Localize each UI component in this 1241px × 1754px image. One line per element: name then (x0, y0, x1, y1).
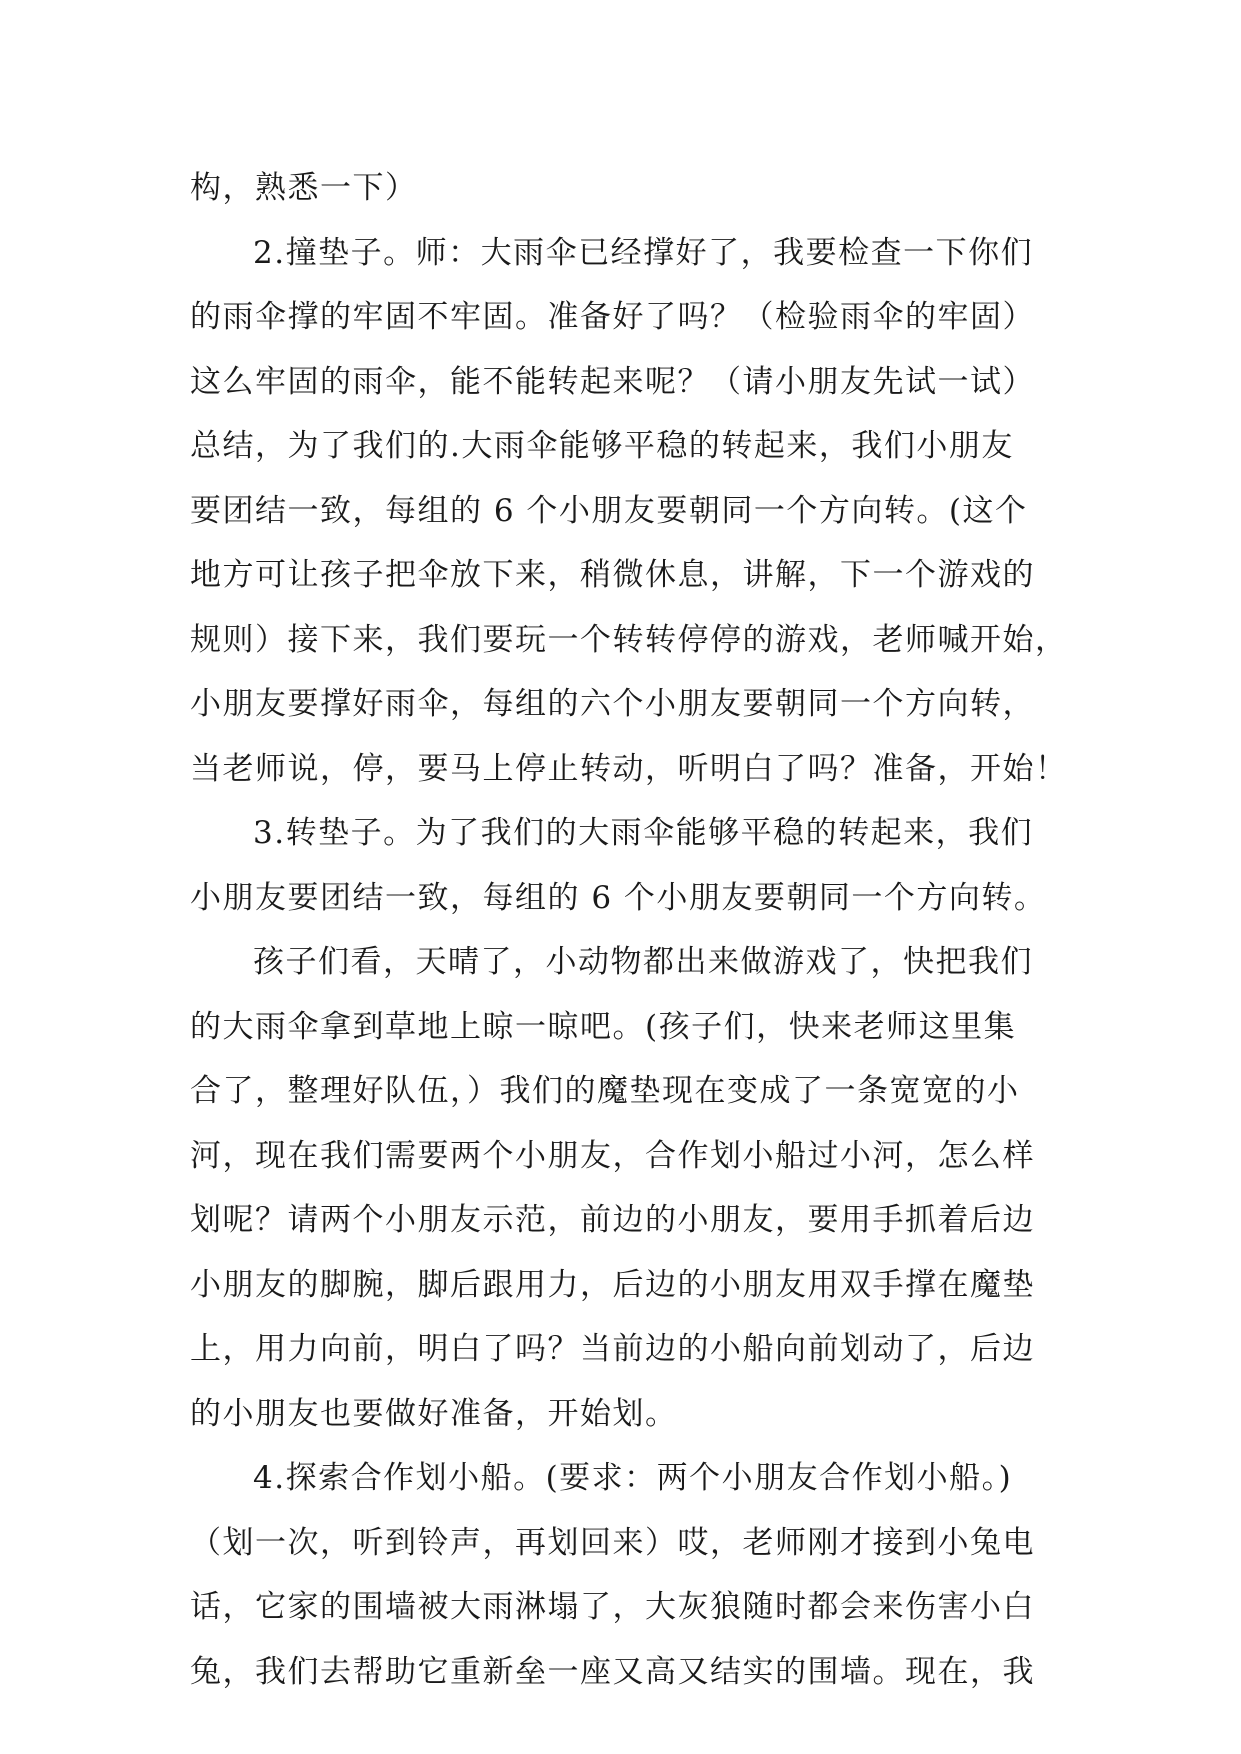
text-line-1: 构，熟悉一下） (190, 170, 418, 206)
text-line-12: 小朋友要团结一致，每组的 6 个小朋友要朝同一个方向转。 (190, 879, 1047, 916)
text-line-22: （划一次，听到铃声，再划回来）哎，老师刚才接到小兔电 (190, 1524, 1035, 1561)
text-line-16: 河，现在我们需要两个小朋友，合作划小船过小河，怎么样 (190, 1137, 1035, 1174)
text-line-10: 当老师说，停，要马上停止转动，听明白了吗？准备，开始！ (190, 750, 1068, 787)
text-line-6: 要团结一致，每组的 6 个小朋友要朝同一个方向转。(这个 (190, 492, 1028, 529)
text-line-23: 话，它家的围墙被大雨淋塌了，大灰狼随时都会来伤害小白 (190, 1589, 1035, 1625)
text-line-14: 的大雨伞拿到草地上晾一晾吧。(孩子们，快来老师这里集 (190, 1008, 1017, 1045)
text-line-17: 划呢？请两个小朋友示范，前边的小朋友，要用手抓着后边 (190, 1202, 1035, 1238)
text-line-13: 孩子们看，天晴了，小动物都出来做游戏了，快把我们 (253, 944, 1033, 980)
body-text (190, 156, 1070, 1704)
text-line-3: 的雨伞撑的牢固不牢固。准备好了吗？（检验雨伞的牢固） (190, 299, 1035, 335)
text-line-21: 4.探索合作划小船。(要求：两个小朋友合作划小船。) (253, 1460, 1013, 1496)
text-line-24: 兔，我们去帮助它重新垒一座又高又结实的围墙。现在，我 (190, 1653, 1035, 1690)
text-line-19: 上，用力向前，明白了吗？当前边的小船向前划动了，后边 (190, 1331, 1035, 1367)
text-line-4: 这么牢固的雨伞，能不能转起来呢？（请小朋友先试一试） (190, 363, 1035, 400)
text-line-2: 2.撞垫子。师：大雨伞已经撑好了，我要检查一下你们 (253, 234, 1034, 271)
text-line-20: 的小朋友也要做好准备，开始划。 (190, 1395, 678, 1432)
text-line-7: 地方可让孩子把伞放下来，稍微休息，讲解，下一个游戏的 (190, 557, 1035, 593)
text-line-9: 小朋友要撑好雨伞，每组的六个小朋友要朝同一个方向转， (190, 686, 1035, 722)
text-line-11: 3.转垫子。为了我们的大雨伞能够平稳的转起来，我们 (253, 815, 1034, 851)
text-line-5: 总结，为了我们的.大雨伞能够平稳的转起来，我们小朋友 (190, 428, 1014, 464)
text-line-15: 合了，整理好队伍，）我们的魔垫现在变成了一条宽宽的小 (190, 1073, 1020, 1109)
text-line-18: 小朋友的脚腕，脚后跟用力，后边的小朋友用双手撑在魔垫 (190, 1266, 1035, 1303)
text-line-8: 规则）接下来，我们要玩一个转转停停的游戏，老师喊开始， (190, 621, 1068, 658)
